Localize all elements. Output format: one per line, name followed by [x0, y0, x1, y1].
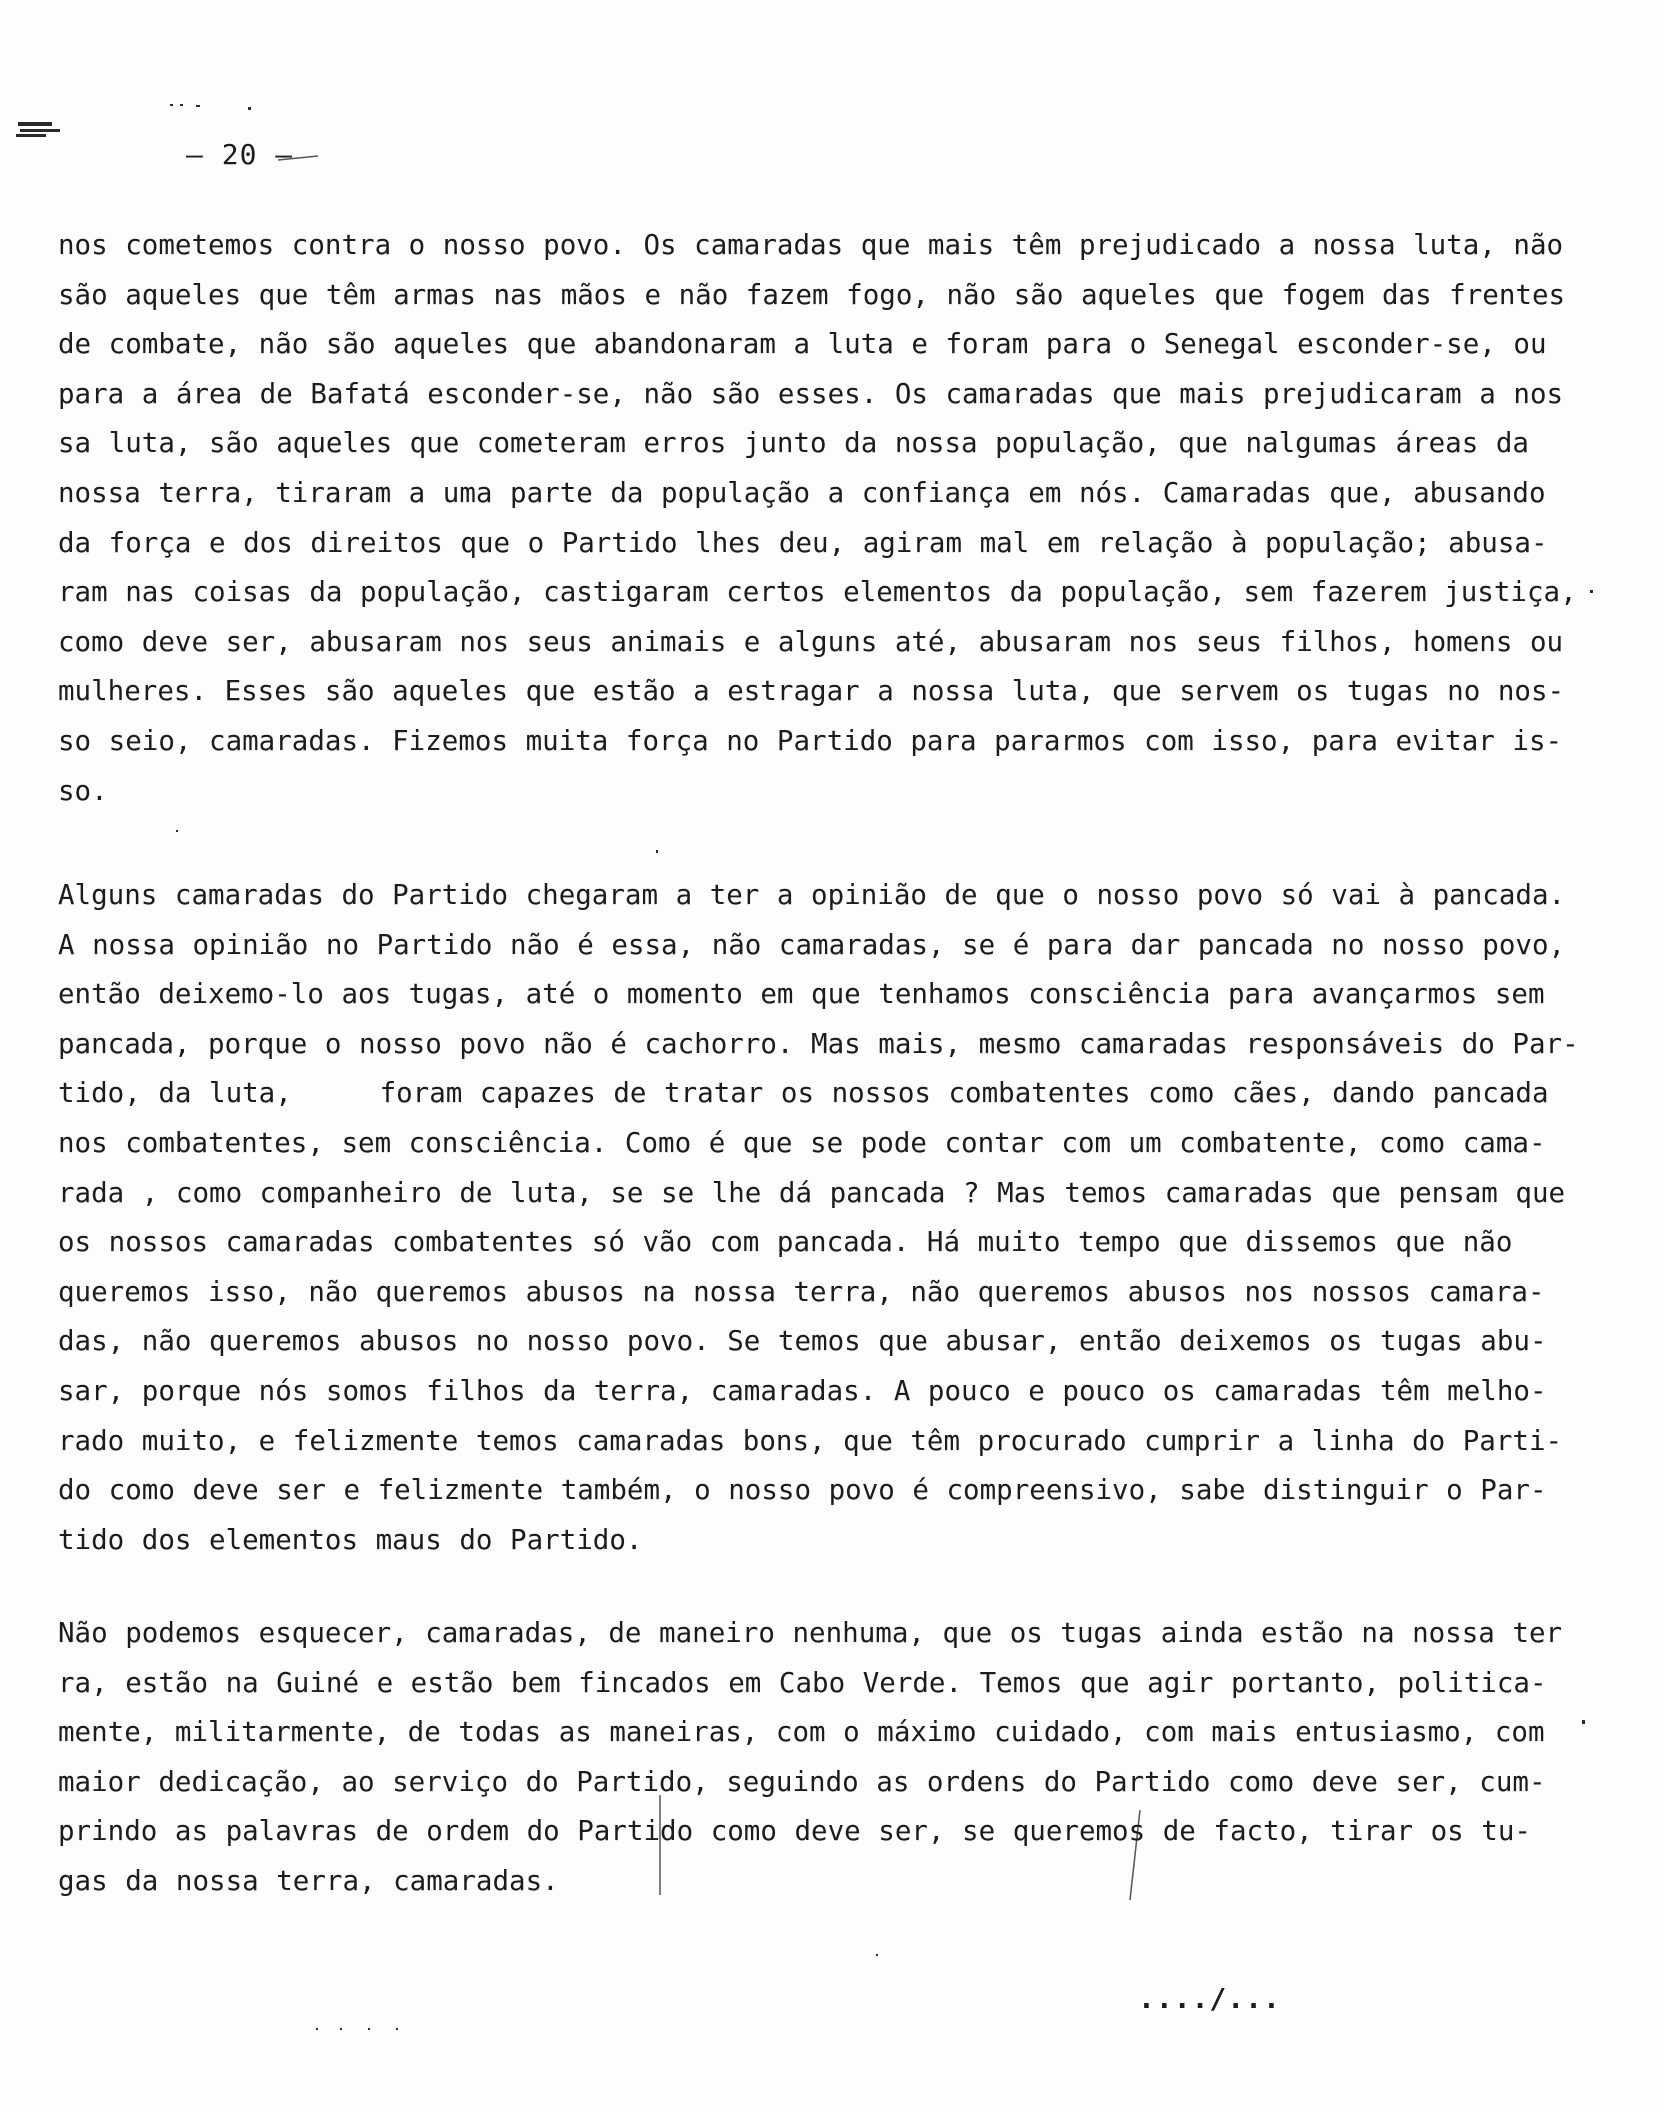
ink-dot [1582, 1720, 1585, 1724]
text-line: nos cometemos contra o nosso povo. Os camaradas que mais têm prejudicado a nossa luta, não [58, 229, 1564, 261]
paragraph-2 [58, 871, 1579, 1565]
text-line: Não podemos esquecer, camaradas, de maneiro nenhuma, que os tugas ainda estão na nossa ter [58, 1617, 1563, 1649]
ink-dot [196, 105, 200, 107]
text-line: rada , como companheiro de luta, se se lhe dá pancada ? Mas temos camaradas que pensam que [58, 1176, 1566, 1209]
ink-dot [170, 104, 173, 106]
text-line: nos combatentes, sem consciência. Como é que se pode contar com um combatente, como cama- [58, 1126, 1546, 1159]
paragraph-3 [58, 1609, 1563, 1907]
text-line: para a área de Bafatá esconder-se, não são esses. Os camaradas que mais prejudicaram a nos [58, 377, 1564, 410]
ink-dot [1590, 590, 1593, 593]
text-line: so. [58, 774, 108, 807]
text-line: de combate, não são aqueles que abandonaram a luta e foram para o Senegal esconder-se, ou [58, 328, 1547, 361]
text-line: tido, da luta, foram capazes de tratar os nossos combatentes como cães, dando pancada [58, 1077, 1549, 1110]
text-line: Alguns camaradas do Partido chegaram a ter a opinião de que o nosso povo só vai à pancada. [58, 879, 1566, 911]
text-line: sa luta, são aqueles que cometeram erros junto da nossa população, que nalgumas áreas da [58, 427, 1529, 460]
page-number: – 20 – [186, 138, 294, 171]
text-line: A nossa opinião no Partido não é essa, não camaradas, se é para dar pancada no nosso povo, [58, 928, 1566, 961]
paragraph-1 [58, 221, 1577, 816]
ink-dot [656, 850, 658, 853]
text-line: das, não queremos abusos no nosso povo. Se temos que abusar, então deixemos os tugas abu- [58, 1325, 1547, 1358]
text-line: sar, porque nós somos filhos da terra, camaradas. A pouco e pouco os camaradas têm melho- [58, 1374, 1547, 1407]
ink-dot [368, 2028, 370, 2030]
text-line: mulheres. Esses são aqueles que estão a estragar a nossa luta, que servem os tugas no nos- [58, 675, 1565, 708]
ink-dot [340, 2028, 342, 2030]
text-line: so seio, camaradas. Fizemos muita força no Partido para pararmos com isso, para evitar is- [58, 724, 1563, 757]
text-line: maior dedicação, ao serviço do Partido, seguindo as ordens do Partido como deve ser, cum- [58, 1765, 1546, 1798]
text-line: mente, militarmente, de todas as maneiras, com o máximo cuidado, com mais entusiasmo, com [58, 1716, 1545, 1749]
text-line: como deve ser, abusaram nos seus animais e alguns até, abusaram nos seus filhos, homens ou [58, 625, 1564, 658]
text-line: então deixemo-lo aos tugas, até o momento em que tenhamos consciência para avançarmos sem [58, 978, 1545, 1011]
ink-dot [876, 1954, 878, 1956]
text-line: nossa terra, tiraram a uma parte da população a confiança em nós. Camaradas que, abusando [58, 476, 1546, 509]
ink-smudge [20, 129, 60, 132]
text-line: rado muito, e felizmente temos camaradas bons, que têm procurado cumprir a linha do Parti- [58, 1424, 1563, 1457]
ink-smudge [16, 134, 46, 137]
text-line: ram nas coisas da população, castigaram certos elementos da população, sem fazerem justiça, [58, 576, 1577, 609]
text-line: pancada, porque o nosso povo não é cachorro. Mas mais, mesmo camaradas responsáveis do Par- [58, 1027, 1579, 1060]
ink-dot [176, 830, 178, 832]
text-line: são aqueles que têm armas nas mãos e não fazem fogo, não são aqueles que fogem das frentes [58, 278, 1566, 311]
ink-dot [396, 2028, 398, 2030]
ink-dot [248, 107, 251, 110]
text-line: da força e dos direitos que o Partido lhes deu, agiram mal em relação à população; abusa- [58, 526, 1548, 559]
ink-dot [180, 104, 183, 106]
ink-smudge [18, 122, 52, 126]
text-line: gas da nossa terra, camaradas. [58, 1864, 559, 1897]
text-line: do como deve ser e felizmente também, o nosso povo é compreensivo, sabe distinguir o Par- [58, 1474, 1547, 1507]
text-line: os nossos camaradas combatentes só vão com pancada. Há muito tempo que dissemos que não [58, 1226, 1513, 1259]
text-line: tido dos elementos maus do Partido. [58, 1523, 643, 1556]
ink-dot [316, 2028, 318, 2030]
continuation-mark: ..../... [1138, 1982, 1281, 2015]
text-line: prindo as palavras de ordem do Partido como deve ser, se queremos de facto, tirar os tu- [58, 1815, 1531, 1848]
text-line: ra, estão na Guiné e estão bem fincados em Cabo Verde. Temos que agir portanto, politica- [58, 1666, 1547, 1699]
text-line: queremos isso, não queremos abusos na nossa terra, não queremos abusos nos nossos camara- [58, 1275, 1545, 1308]
